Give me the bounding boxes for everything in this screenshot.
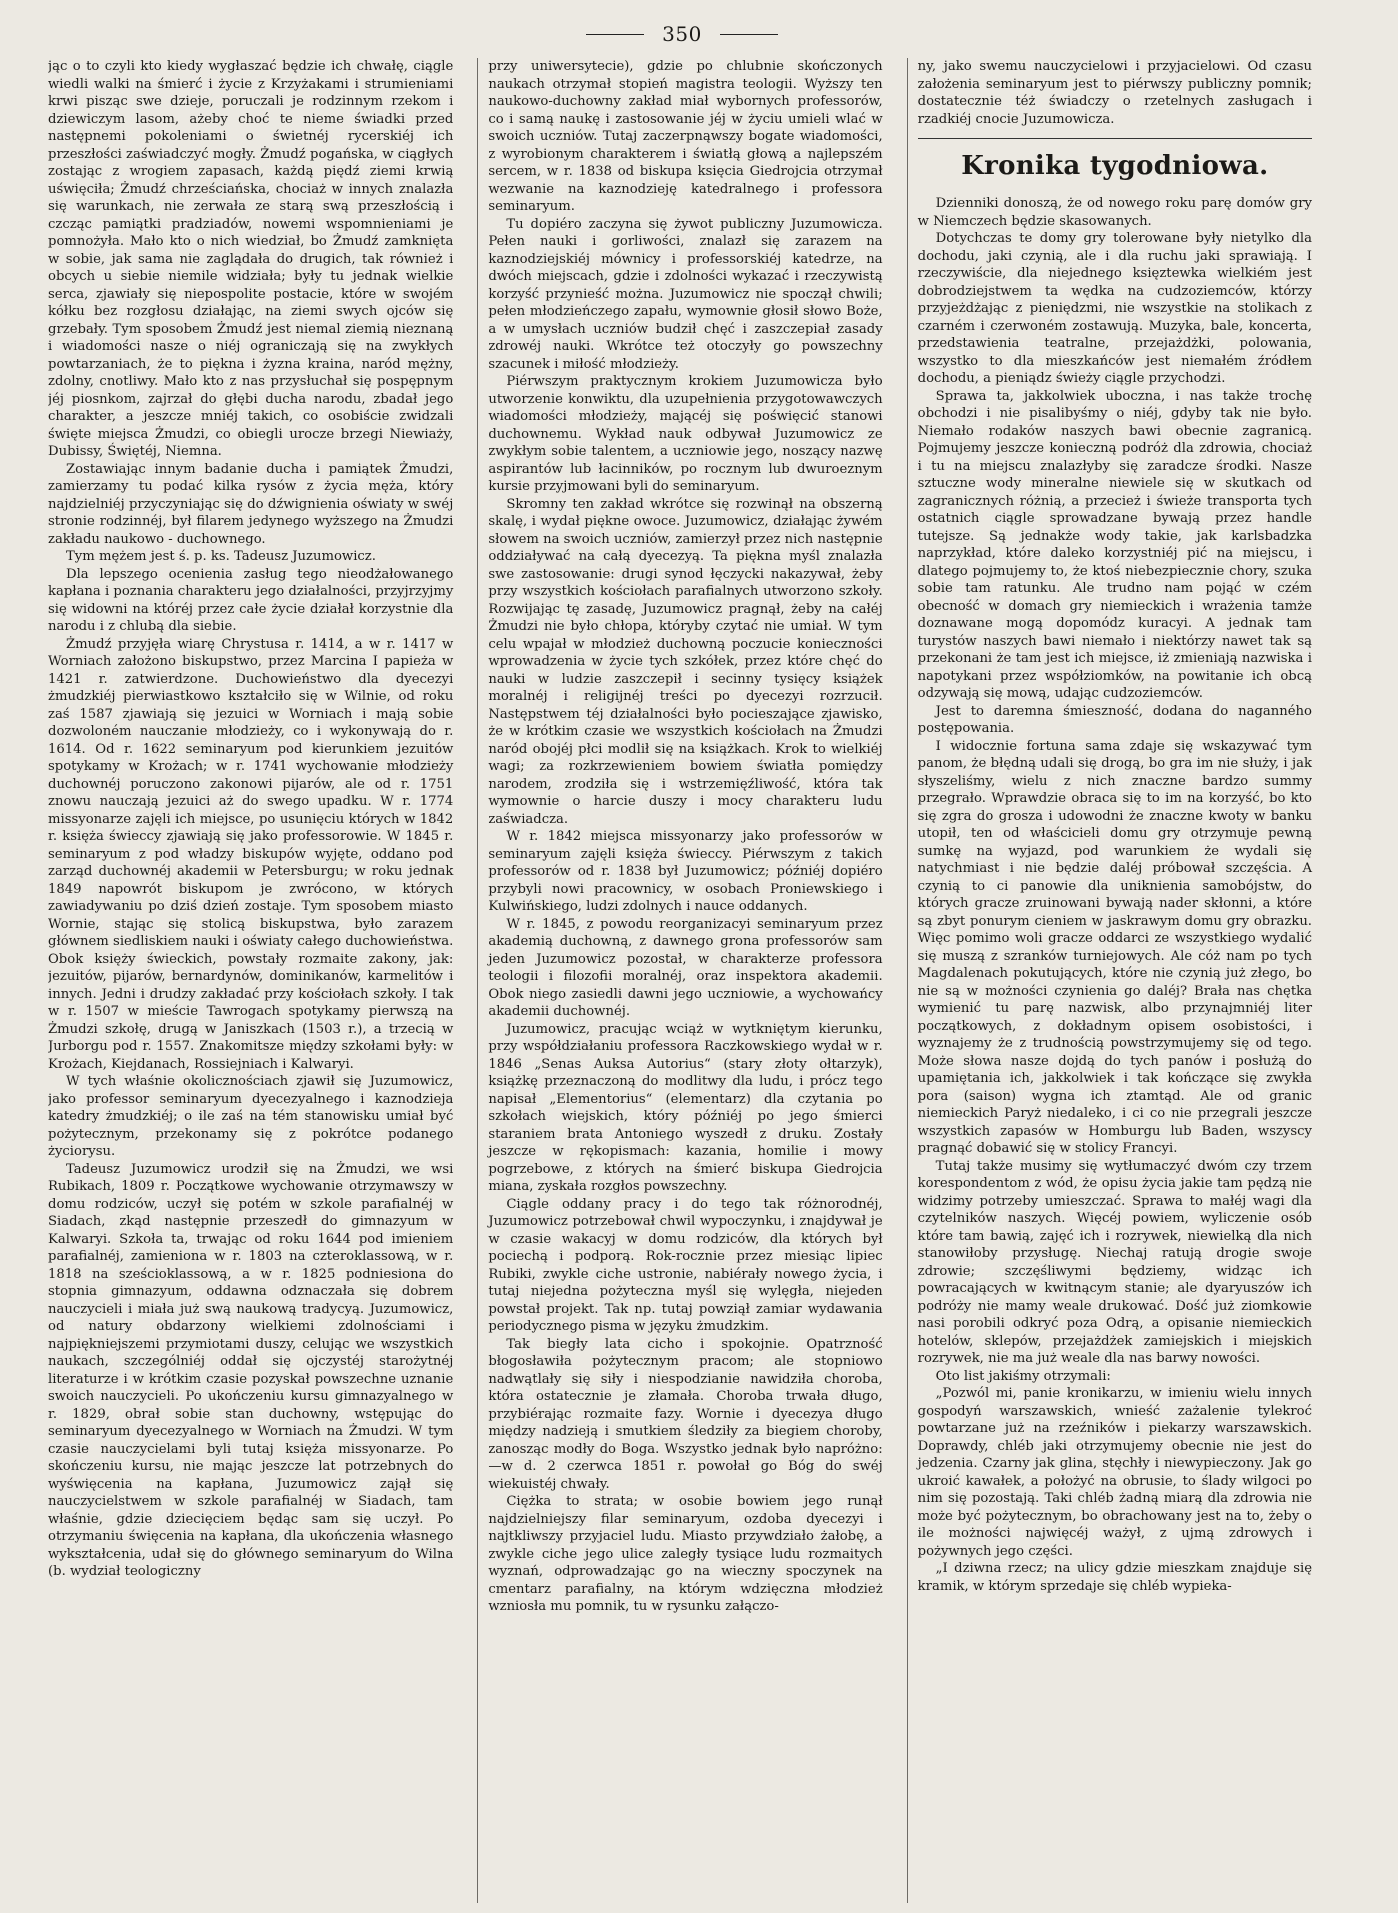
- paragraph: Piérwszym praktycznym krokiem Juzumowicza było utworzenie konwiktu, dla uzupełnienia przygotowawczych wiadomości młodzieży, mającéj się poświęcić stanowi duchownemu. Wykład nauk odbywał Juzumowicz ze zwykłym sobie talentem, a uczniowie jego, noszący nazwę aspirantów lub łacinników, po rocznym lub dwuroeznym kursie przyjmowani byli do seminaryum.: [488, 374, 883, 494]
- paragraph: Tu dopiéro zaczyna się żywot publiczny Juzumowicza. Pełen nauki i gorliwości, znalazł się zarazem na kaznodziejskiéj mównicy i professorskiéj katedrze, na dwóch miejscach, gdzie i zdolności wykazać i rzeczywistą korzyść przynieść można. Juzumowicz nie spoczął chwili; pełen młodzieńczego zapału, wymownie głosił słowo Boże, a w umysłach uczniów budził chęć i zaszczepiał zasady zdrowéj nauki. Wkrótce też otoczyły go powszechny szacunek i miłość młodzieży.: [488, 216, 883, 372]
- letter-quote: [918, 1385, 1312, 1595]
- paragraph: Ciągle oddany pracy i do tego tak różnorodnéj, Juzumowicz potrzebował chwil wypoczynku, i znajdywał je w czasie wakacyj w domu rodziców, dla których był pociechą i podporą. Rok-rocznie przez miesiąc lipiec Rubiki, zwykle ciche ustronie, nabiérały nowego życia, i tutaj niejedna pożyteczna myśl się wylęgła, niejeden powstał projekt. Tak np. tutaj powziął zamiar wydawania periodycznego pisma w języku żmudzkim.: [488, 1196, 883, 1334]
- paragraph: Jest to daremna śmieszność, dodana do naganného postępowania.: [917, 703, 1312, 736]
- header-rule-right: [720, 34, 778, 35]
- paragraph: I widocznie fortuna sama zdaje się wskazywać tym panom, że błędną udali się drogą, bo gra im nie służy, i jak słyszeliśmy, wielu z nich znaczne bardzo summy przegrało. Wprawdzie obraca się to im na korzyść, bo kto się zgra do grosza i udowodni że znaczne kwoty w banku utopił, ten od właścicieli domu gry otrzymuje pewną sumkę na wyjazd, pod warunkiem że wydali się natychmiast i nie będzie daléj próbował szczęścia. A czynią to ci panowie dla uniknienia samobójstw, do których gracze zruinowani bywają nader skłonni, a które są zbyt ponurym cieniem w jaskrawym domu gry obrazku. Więc pomimo woli gracze oddarci ze wszystkiego wydalić się muszą z szranków turniejowych. Ale cóż nam po tych Magdalenach pokutujących, które nie czynią już złego, bo nie są w możności czynienia go daléj? Brała nas chętka wymienić tu parę nazwisk, albo przynajmniéj liter początkowych, z dokładnym opisem osobistości, i wyznajemy że z trudnością powstrzymujemy się od tego. Może słowa nasze dojdą do tych panów i posłużą do upamiętania ich, jakkolwiek i tak kończące się zwykła pora (saison) wygna ich ztamtąd. Ale od granic niemieckich Paryż niedaleko, i ci co nie przegrali jeszcze wszystkich zapasów w Homburgu lub Baden, wszyscy pragnąć dobawić się w stolicy Francyi.: [917, 738, 1312, 1156]
- page-number: 350: [662, 22, 702, 46]
- paragraph: ny, jako swemu nauczycielowi i przyjacielowi. Od czasu założenia seminaryum jest to piérwszy publiczny pomnik; dostatecznie téż świadczy o rzetelnych zasługach i rzadkiéj cnocie Juzumowicza.: [917, 59, 1312, 127]
- paragraph: Tym mężem jest ś. p. ks. Tadeusz Juzumowicz.: [66, 549, 376, 564]
- paragraph: jąc o to czyli kto kiedy wygłaszać będzie ich chwałę, ciągle wiedli walki na śmierć i życie z Krzyżakami i strumieniami krwi pisząc swe dzieje, poruczali je rodzinnym rzekom i dziewiczym lasom, ażeby choć te nieme świadki przed następnemi pokoleniami o świetnéj rycerskiéj ich przeszłości zaświadczyć mogły. Żmudź pogańska, w ciągłych zostając z wrogiem zapasach, każdą piędź ziemi krwią uświęciła; Żmudź chrześciańska, chociaż w innych znalazła się warunkach, nie zerwała ze starą swą przeszłością i czcząc pamiątki pradziadów, nowemi wspomnieniami je pomnożyła. Mało kto o nich wiedział, bo Żmudź zamknięta w sobie, jak sama nie zaglądała do drugich, tak również i obcych u siebie niemile widziała; były tu jednak wielkie serca, zjawiały się niepospolite postacie, które w swojém kółku bez rozgłosu działając, na ziemi swych ojców się grzebały. Tym sposobem Żmudź jest niemal ziemią nieznaną i wiadomości nasze o niéj ograniczają się na zwykłych powtarzaniach, że to piękna i żyzna kraina, naród mężny, zdolny, cnotliwy. Mało kto z nas przysłuchał się pospępnym jéj piosnkom, zajrzał do głębi ducha narodu, zbadał jego charakter, a jeszcze mniéj takich, co osobiście zwidzali święte miejsca Żmudzi, co obiegli urocze brzegi Niewiaży, Dubissy, Świętéj, Niemna.: [48, 59, 454, 459]
- column-1: [48, 58, 457, 1903]
- paragraph: Sprawa ta, jakkolwiek uboczna, i nas także trochę obchodzi i nie pisalibyśmy o niéj, gdyby tak nie było. Niemało rodaków naszych bawi obecnie zagranicą. Pojmujemy jeszcze konieczną podróż dla zdrowia, chociaż i tu na miejscu znalazłyby się zaradcze środki. Nasze sztuczne wody mineralne niewiele się w skutkach od zagranicznych różnią, a przecież i świeże transporta tych ostatnich ciągle sprowadzane bywają przez handle tutejsze. Są jednakże wody takie, jak karlsbadzka naprzykład, które daleko korzystniéj pić na miejscu, i dlatego pojmujemy to, że ktoś niebezpiecznie chory, szuka sobie tam ratunku. Ale trudno nam pojąć w czém obecność w domach gry niemieckich i wrażenia tamże doznawane mogą dopomódz kuracyi. A jednak tam turystów naszych bawi niemało i niektórzy nawet tak są przekonani że tam jest ich miejsce, iż zmieniają nazwiska i napotykani przez współziomków, na powitanie ich obcą odzywają się mową, udając cudzoziemców.: [917, 388, 1312, 701]
- column-2: [477, 58, 886, 1903]
- header-rule-left: [586, 34, 644, 35]
- section-title-kronika: Kronika tygodniowa.: [961, 151, 1269, 181]
- page-header: [48, 20, 1316, 48]
- paragraph: Tutaj także musimy się wytłumaczyć dwóm czy trzem korespondentom z wód, że opisu życia jakie tam pędzą nie widzimy potrzeby umieszczać. Sprawa to małéj wagi dla czytelników naszych. Więcéj powiem, wyliczenie osób które tam bawią, zajęć ich i rozrywek, niewielką dla nich stanowiłoby przysługę. Niechaj ratują drogie swoje zdrowie; szczęśliwymi będziemy, widząc ich powracających w kwitnącym stanie; ale dyaryuszów ich podróży nie mamy weale drukować. Dość już ziomkowie nasi porobili odkryć poza Odrą, a opisanie niemieckich hotelów, sklepów, przejażdżek zamiejskich i miejskich rozrywek, nie ma już weale dla nas barwy nowości.: [917, 1158, 1312, 1366]
- paragraph: W r. 1845, z powodu reorganizacyi seminaryum przez akademią duchowną, z dawnego grona professorów sam jeden Juzumowicz pozostał, w charakterze professora teologii i filozofii moralnéj, oraz inspektora akademii. Obok niego zasiedli dawni jego uczniowie, a wychowańcy akademii duchownéj.: [488, 916, 883, 1019]
- paragraph: „Pozwól mi, panie kronikarzu, w imieniu wielu innych gospodyń warszawskich, wnieść zażalenie tylekroć powtarzane już na rzeźników i piekarzy warszawskich. Doprawdy, chléb jaki otrzymujemy obecnie nie jest do jedzenia. Czarny jak glina, stęchły i niewypieczony. Jak go ukroić kawałek, a położyć na obrusie, to ślady wilgoci po nim się pozostają. Taki chléb żadną miarą dla zdrowia nie może być pożytecznym, bo obrachowany jest na to, żeby o ile możności najwięcéj ważył, z ujmą zdrowych i pożywnych jego części.: [917, 1386, 1312, 1559]
- paragraph: Zostawiając innym badanie ducha i pamiątek Żmudzi, zamierzamy tu podać kilka rysów z życia męża, który najdzielniéj przyczyniając się do dźwignienia oświaty w swéj stronie rodzinnéj, był filarem jedynego wyższego na Żmudzi zakładu naukowo - duchownego.: [48, 461, 454, 547]
- paragraph: „I dziwna rzecz; na ulicy gdzie mieszkam znajduje się kramik, w którym sprzedaje się chléb wypieka-: [917, 1561, 1312, 1594]
- column-3: [907, 58, 1316, 1903]
- text-columns: [48, 58, 1316, 1903]
- paragraph: Dla lepszego ocenienia zasług tego nieodżałowanego kapłana i poznania charakteru jego działalności, przyjrzyjmy się widowni na któréj przez całe życie działał korzystnie dla narodu i z chlubą dla siebie.: [48, 566, 454, 634]
- paragraph: Dotychczas te domy gry tolerowane były nietylko dla dochodu, jaki czynią, ale i dla ruchu jaki sprawiają. I rzeczywiście, dla niejednego księztewka wielkiém jest dobrodziejstwem ta wędka na cudzoziemców, którzy przyjeżdżając z pieniędzmi, nie wszystkie na stolikach z czarném i czerwoném zostawują. Muzyka, bale, koncerta, przedstawienia teatralne, przejażdżki, polowania, wszystko to dla mieszkańców jest niemałém źródłem dochodu, a pieniądz świeży ciągle przychodzi.: [917, 231, 1312, 386]
- section-divider: [918, 138, 1312, 139]
- paragraph: Ciężka to strata; w osobie bowiem jego runął najdzielniejszy filar seminaryum, ozdoba dyecezyi i najtkliwszy przyjaciel ludu. Miasto przywdziało żałobę, a zwykle ciche jego ulice zaległy tysiące ludu rozmaitych wyznań, odprowadzając go na wieczny spoczynek na cmentarz parafialny, na którym wdzięczna młodzież wzniosła mu pomnik, tu w rysunku załączo-: [488, 1494, 883, 1614]
- paragraph: przy uniwersytecie), gdzie po chlubnie skończonych naukach otrzymał stopień magistra teologii. Wyższy ten naukowo-duchowny zakład miał wybornych professorów, co i samą naukę i zastosowanie jéj w życiu umieli wlać w swoich uczniów. Tutaj zaczerpnąwszy bogate wiadomości, z wyrobionym charakterem i światłą głową a najlepszém sercem, w r. 1838 od biskupa księcia Giedrojcia otrzymał wezwanie na kaznodzieję katedralnego i professora seminaryum.: [488, 59, 883, 214]
- paragraph: Juzumowicz, pracując wciąż w wytkniętym kierunku, przy współdziałaniu professora Raczkowskiego wydał w r. 1846 „Senas Auksa Autorius“ (stary złoty ołtarzyk), książkę przeznaczoną do modlitwy dla ludu, i prócz tego napisał „Elementorius“ (elementarz) dla czytania po szkołach wiejskich, który późniéj po jego śmierci staraniem brata Antoniego wyszedł z druku. Zostały jeszcze w rękopismach: kazania, homilie i mowy pogrzebowe, z których na śmierć biskupa Giedrojcia miana, zyskała rozgłos powszechny.: [488, 1021, 883, 1194]
- paragraph: Tadeusz Juzumowicz urodził się na Żmudzi, we wsi Rubikach, 1809 r. Początkowe wychowanie otrzymawszy w domu rodziców, uczył się potém w szkole parafialnéj w Siadach, zkąd następnie przeszedł do gimnazyum w Kalwaryi. Szkoła ta, trwając od roku 1644 pod imieniem parafialnéj, zamieniona w r. 1803 na czteroklassową, w r. 1818 na sześcioklassową, a w r. 1825 podniesiona do stopnia gimnazyum, oddawna odznaczała się dobrem nauczycieli i miała już swą naukową tradycyą. Juzumowicz, od natury obdarzony wielkiemi zdolnościami i najpiękniejszemi przymiotami duszy, celując we wszystkich naukach, szczególniéj oddał się ojczystéj starożytnéj literaturze i w krótkim czasie pozyskał powszechne uznanie swoich nauczycieli. Po ukończeniu kursu gimnazyalnego w r. 1829, obrał sobie stan duchowny, wstępując do seminaryum dyecezyalnego w Worniach na Żmudzi. W tym czasie nauczycielami byli tutaj księża missyonarze. Po skończeniu kursu, nie mając jeszcze lat potrzebnych do wyświęcenia na kapłana, Juzumowicz zajął się nauczycielstwem w szkole parafialnéj w Siadach, tam właśnie, gdzie dziecięciem będąc sam się uczył. Po otrzymaniu święcenia na kapłana, dla ukończenia własnego wykształcenia, udał się do głównego seminaryum do Wilna (b. wydział teologiczny: [48, 1161, 454, 1579]
- paragraph: W tych właśnie okolicznościach zjawił się Juzumowicz, jako professor seminaryum dyecezyalnego i kaznodzieja katedry żmudzkiéj; o ile zaś na tém stanowisku umiał być pożytecznym, przekonamy się z pokrótce podanego życiorysu.: [48, 1074, 454, 1159]
- paragraph: W r. 1842 miejsca missyonarzy jako professorów w seminaryum zajęli księża świeccy. Piérwszym z takich professorów od r. 1838 był Juzumowicz; późniéj dopiéro przybyli nowi pracownicy, w osobach Proniewskiego i Kulwińskiego, ludzi zdolnych i nauce oddanych.: [488, 829, 883, 914]
- paragraph: Żmudź przyjęła wiarę Chrystusa r. 1414, a w r. 1417 w Worniach założono biskupstwo, przez Marcina I papieża w 1421 r. zatwierdzone. Duchowieństwo dla dyecezyi żmudzkiéj pierwiastkowo kształciło się w Wilnie, od roku zaś 1587 zjawiają się jezuici w Worniach i mają sobie dozwoloném nauczanie młodzieży, co i wykonywają do r. 1614. Od r. 1622 seminaryum pod kierunkiem jezuitów spotykamy w Krożach; w r. 1741 wychowanie młodzieży duchownéj poruczono zakonowi pijarów, ale od r. 1751 znowu nauczają jezuici aż do swego upadku. W r. 1774 missyonarze zajęli ich miejsce, po usunięciu których w 1842 r. księża świeccy zjawiają się jako professorowie. W 1845 r. seminaryum z pod władzy biskupów wyjęte, oddano pod zarząd duchownéj akademii w Petersburgu; w roku jednak 1849 napowrót biskupom je zwrócono, w których zawiadywaniu po dziś dzień zostaje. Tym sposobem miasto Wornie, stając się stolicą biskupstwa, było zarazem głównem siedliskiem nauki i oświaty całego duchowieństwa. Obok księży świeckich, powstały rozmaite zakony, jak: jezuitów, pijarów, bernardynów, dominikanów, karmelitów i innych. Jedni i drudzy zakładać przy kościołach szkoły. I tak w r. 1507 w mieście Tawrogach spotykamy pierwszą na Żmudzi szkołę, drugą w Janiszkach (1503 r.), a trzecią w Jurborgu pod r. 1557. Znakomitsze między szkołami były: w Krożach, Kiejdanach, Rossiejniach i Kalwaryi.: [48, 636, 454, 1072]
- paragraph: Dzienniki donoszą, że od nowego roku parę domów gry w Niemczech będzie skasowanych.: [917, 196, 1312, 229]
- paragraph: Tak biegły lata cicho i spokojnie. Opatrzność błogosławiła pożytecznym pracom; ale stopniowo nadwątlały się siły i niespodzianie nawidziła choroba, która ostatecznie je złamała. Choroba trwała długo, przybiérając rozmaite fazy. Wornie i dyecezya długo między nadzieją i smutkiem śledziły za biegiem choroby, zanosząc modły do Boga. Wszystko jednak było napróżno:—w d. 2 czerwca 1851 r. powołał go Bóg do swéj wiekuistéj chwały.: [488, 1336, 883, 1492]
- paragraph: Oto list jakiśmy otrzymali:: [935, 1368, 1111, 1384]
- paragraph: Skromny ten zakład wkrótce się rozwinął na obszerną skalę, i wydał piękne owoce. Juzumowicz, działając żywém słowem na swoich uczniów, zamierzył przez nich następnie oddziaływać na całą dyecezyą. Ta piękna myśl znalazła swe zastosowanie: drugi synod łęczycki nakazywał, żeby przy wszystkich kościołach parafialnych utworzono szkoły. Rozwijając tę zasadę, Juzumowicz pragnął, żeby na całéj Żmudzi nie było chłopa, któryby czytać nie umiał. W tym celu wpajał w młodzież duchowną poczucie konieczności wprowadzenia w życie tych szkółek, przez które chęć do nauki w ludzie zaszczepił i secinny tysięcy książek moralnéj i religijnéj treści po dyecezyi rozrzucił. Następstwem téj działalności było pocieszające zjawisko, że w krótkim czasie we wszystkich kościołach na Żmudzi naród obojéj płci modlił się na książkach. Krok to wielkiéj wagi; za rozkrzewieniem bowiem światła pomiędzy narodem, zrodziła się i wstrzemięźliwość, która tak wymownie o harcie duszy i mocy charakteru ludu zaświadcza.: [488, 496, 883, 827]
